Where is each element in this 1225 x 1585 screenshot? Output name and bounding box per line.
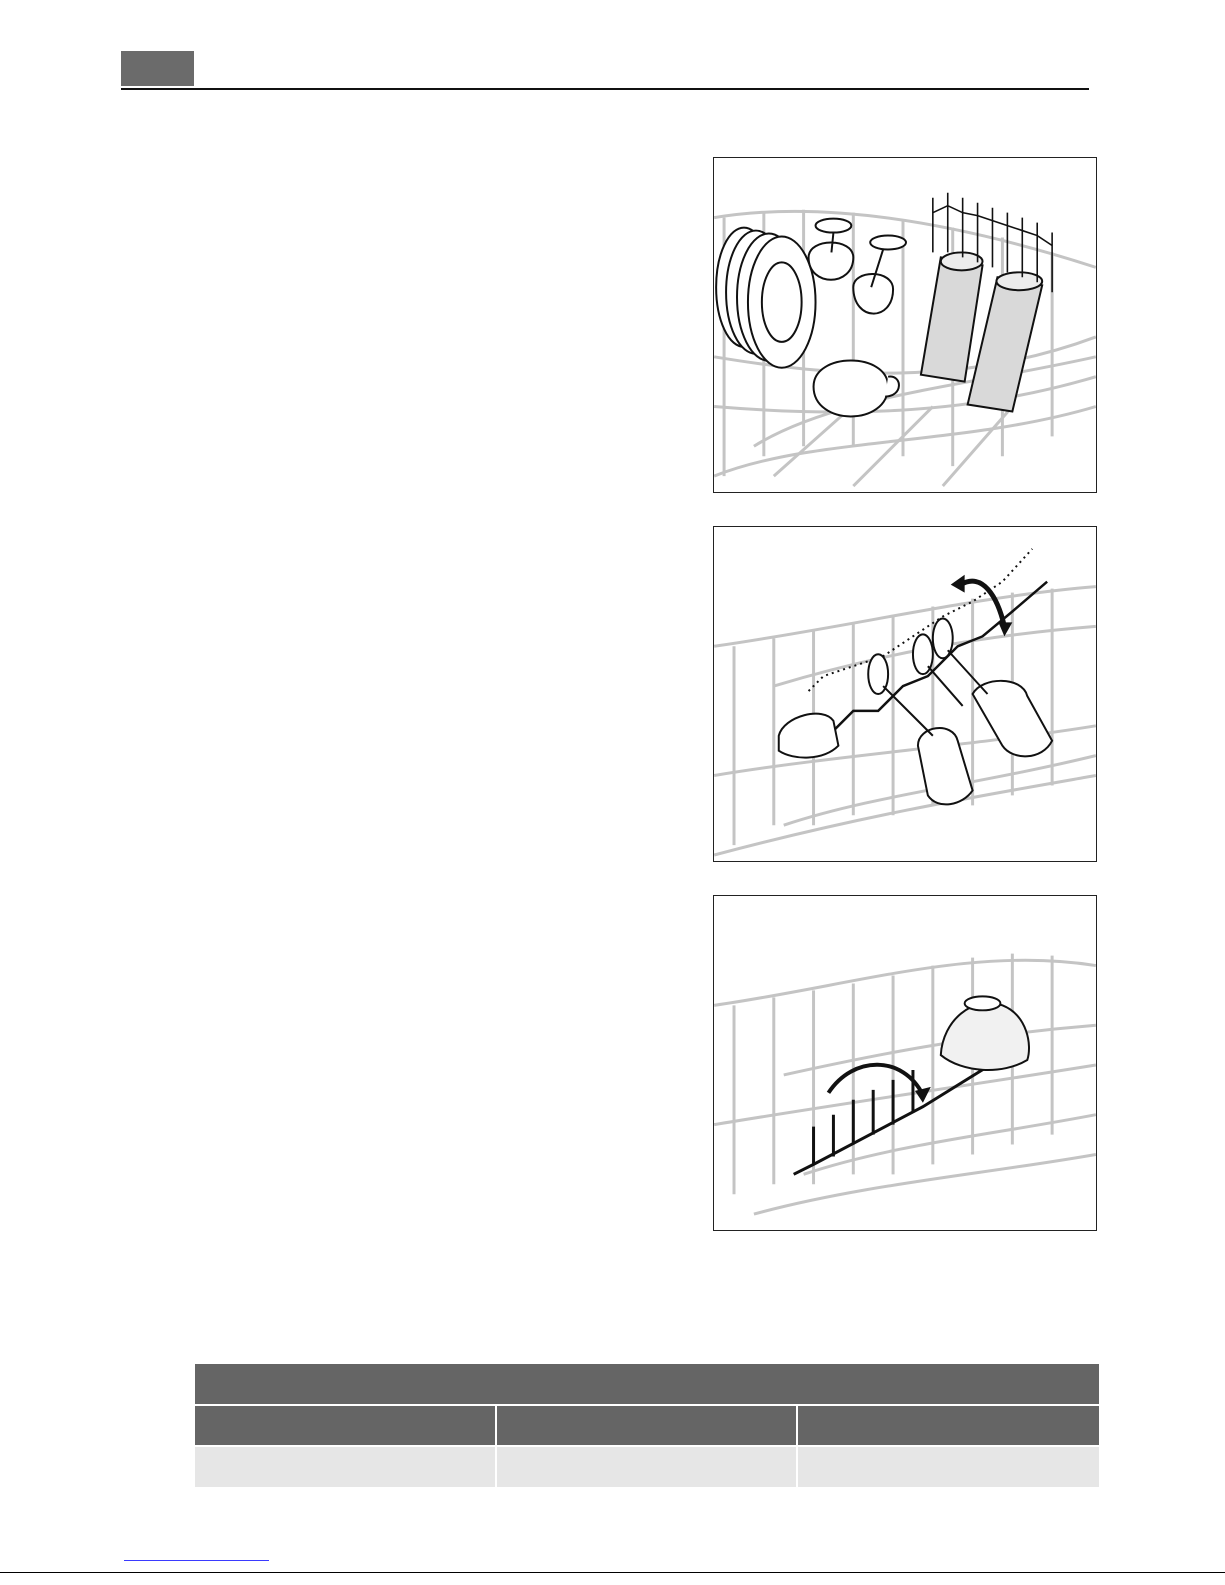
table-row <box>195 1447 1099 1487</box>
figure-glass-rack <box>713 526 1097 862</box>
figure-folding-tines <box>713 895 1097 1231</box>
footer-rule <box>0 1572 1225 1573</box>
table-cell <box>798 1447 1099 1487</box>
footer-link-underline[interactable] <box>124 1560 269 1561</box>
table-cell <box>497 1447 796 1487</box>
page-number-box <box>121 51 194 86</box>
fold-up-glass-rack-icon <box>714 527 1096 861</box>
upper-basket-plates-glasses-cups-icon <box>714 158 1096 492</box>
table-header-cell <box>195 1406 495 1445</box>
folding-tines-bowl-icon <box>714 896 1096 1230</box>
data-table <box>195 1364 1099 1487</box>
table-header-cell <box>497 1406 796 1445</box>
table-header-cell <box>798 1406 1099 1445</box>
table-title <box>195 1364 1099 1404</box>
table-cell <box>195 1447 495 1487</box>
header-rule <box>121 88 1089 90</box>
table-header-row <box>195 1406 1099 1445</box>
figure-upper-basket-loading <box>713 157 1097 493</box>
